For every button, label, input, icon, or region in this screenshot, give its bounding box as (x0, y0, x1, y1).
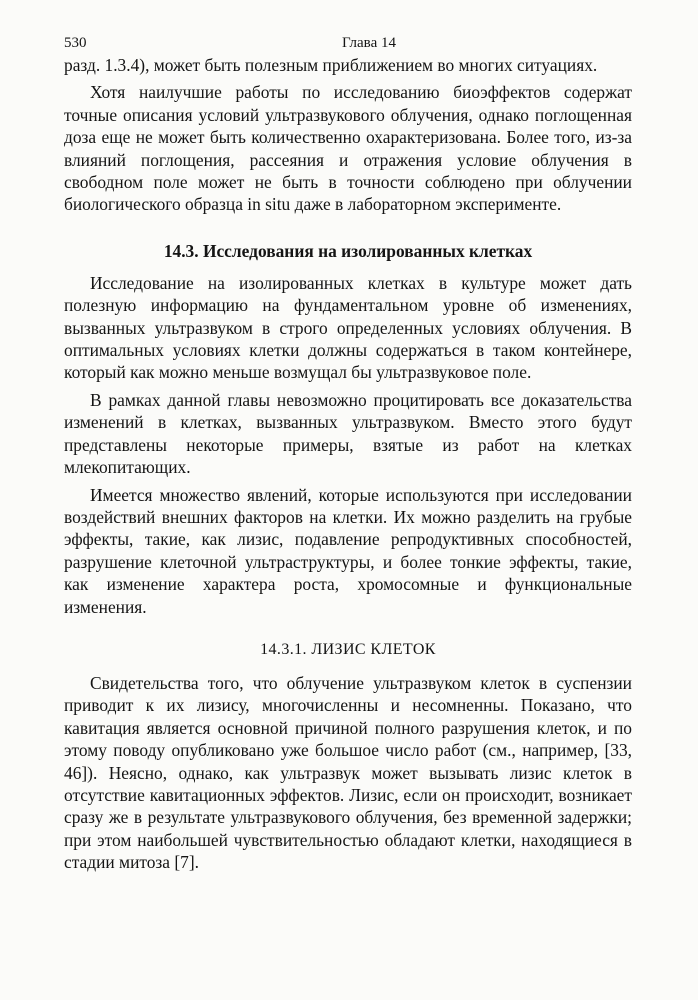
book-page (64, 30, 632, 874)
subsection-heading: 14.3.1. ЛИЗИС КЛЕТОК (260, 640, 436, 658)
cells-paragraph-1: Исследование на изолированных клетках в культуре может дать полезную информацию на фундаментальном уровне об изменениях, вызванных ультразвуком в строго определенных условиях облучения. В оптимальных условиях клетки должны содержаться в таком контейнере, который как можно меньше возмущал бы ультразвуковое поле. (64, 272, 632, 383)
page-header (64, 30, 632, 54)
page-number: 530 (64, 35, 87, 51)
running-title: Глава 14 (342, 35, 396, 51)
lysis-paragraph: Свидетельства того, что облучение ультразвуком клеток в суспензии приводит к их лизису, многочисленны и несомненны. Показано, что кавитация является основной причиной полного разрушения клеток, и по этому поводу опубликовано уже большое число работ (см., например, [33, 46]). Неясно, однако, как ультразвук может вызывать лизис клеток в отсутствие кавитационных эффектов. Лизис, если он происходит, возникает сразу же в результате ультразвукового облучения, без временной задержки; при этом наибольшей чувствительностью обладают клетки, находящиеся в стадии митоза [7]. (64, 672, 632, 873)
cells-paragraph-3: Имеется множество явлений, которые используются при исследовании воздействий внешних факторов на клетки. Их можно разделить на грубые эффекты, такие, как лизис, подавление репродуктивных способностей, разрушение клеточной ультраструктуры, и более тонкие эффекты, такие, как изменение характера роста, хромосомные и функциональные изменения. (64, 484, 632, 617)
bioeffects-paragraph: Хотя наилучшие работы по исследованию биоэффектов содержат точные описания условий ультразвукового облучения, однако поглощенная доза еще не может быть количественно охарактеризована. Более того, из-за влияний поглощения, рассеяния и отражения условие облучения в свободном поле может не быть в точности соблюдено при облучении биологического образца in situ даже в лабораторном эксперименте. (64, 82, 632, 215)
continuation-paragraph: разд. 1.3.4), может быть полезным приближением во многих ситуациях. (64, 55, 598, 75)
cells-paragraph-2: В рамках данной главы невозможно процитировать все доказательства изменений в клетках, вызванных ультразвуком. Вместо этого будут представлены некоторые примеры, взятые из работ на клетках млекопитающих. (64, 389, 632, 478)
section-heading: 14.3. Исследования на изолированных клетках (163, 240, 533, 261)
